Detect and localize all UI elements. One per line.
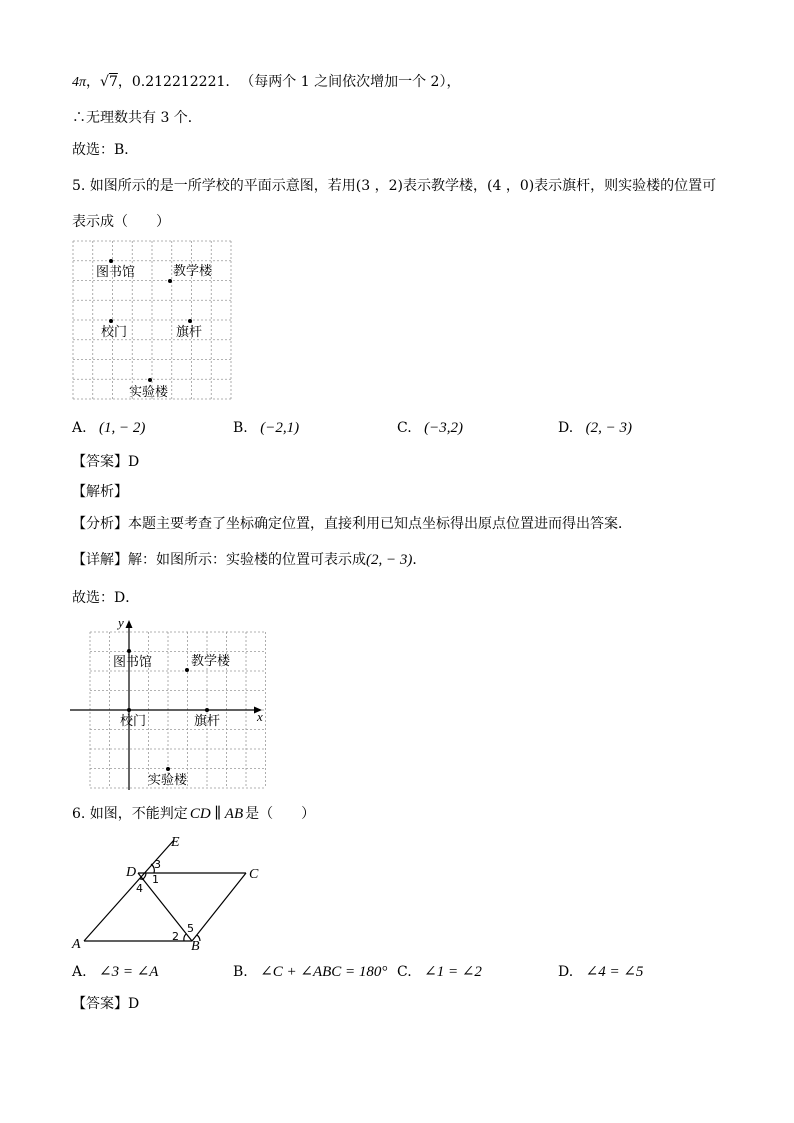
q5-option-b-label: B. [233,420,248,436]
q6-option-c-label: C. [397,964,412,980]
school-gate-label: 校门 [101,325,128,340]
segment-db [138,873,192,941]
teaching-building-label-2: 教学楼 [191,654,231,669]
q6-option-c-value: ∠1 = ∠2 [424,964,482,980]
sqrt-radicand: 7 [108,74,118,90]
flagpole-label: 旗杆 [176,325,203,340]
library-label-2: 图书馆 [113,655,153,670]
q6-answer-line [72,994,139,1014]
q6-stem-start: 6. 如图，不能判定 [72,806,188,822]
angle-2-arc [184,934,186,941]
fenxi-text: 本题主要考查了坐标确定位置，直接利用已知点坐标得出原点位置进而得出答案． [128,516,632,532]
q6-answer-tag: 【答案】 [72,996,128,1012]
q5-option-a-value: (1, − 2) [99,420,146,436]
text-line-conclusion: ∴无理数共有 3 个． [72,110,202,126]
flagpole-point-2 [205,708,209,712]
question-5-stem: 5. 如图所示的是一所学校的平面示意图，若用(3 ，2)表示教学楼，(4 ，0)表示旗杆，则实验楼的位置可 [72,178,717,194]
teaching-building-point [168,279,172,283]
angle-3-label: 3 [154,858,161,871]
q5-option-b-value: (−2,1) [260,420,300,436]
flagpole-label-2: 旗杆 [194,714,221,729]
segment-bc [192,873,246,941]
decimal-note: （每两个 1 之间依次增加一个 2）， [240,74,461,90]
lab-building-point [148,378,152,382]
angle-5-label: 5 [187,922,194,935]
lab-building-point-2 [166,767,170,771]
q5-option-c-value: (−3,2) [424,420,463,436]
q6-stem-end: 是（ ） [245,806,316,822]
q6-option-b-label: B. [233,964,248,980]
text-line-irrational-list [72,72,460,93]
q6-option-b-value: ∠C + ∠ABC = 180° [260,964,388,980]
answer-value: D [128,454,140,470]
q6-option-d-label: D. [558,964,574,980]
angle-1-label: 1 [152,873,159,886]
detail-tag: 【详解】 [72,552,128,568]
q5-option-c [397,418,463,438]
angle-4-label: 4 [136,882,143,895]
angle-2-label: 2 [172,930,179,943]
teaching-building-point-2 [185,668,189,672]
coordinate-map-figure [66,614,270,792]
q5-choose-line: 故选：D． [72,590,140,606]
q5-option-b [233,418,299,438]
x-axis-label: x [257,709,263,724]
teaching-building-label: 教学楼 [173,264,213,279]
point-c-label: C [249,867,259,882]
q6-option-d [558,962,643,982]
q6-option-a [72,962,158,982]
q5-fenxi-line [72,514,632,534]
angle-4-arc [140,879,144,880]
parallel-lines-figure [66,828,276,954]
question-6-stem [72,804,315,824]
lab-building-label-2: 实验楼 [148,773,188,788]
q5-option-c-label: C. [397,420,412,436]
q6-answer-value: D [128,996,140,1012]
q5-detail-line [72,550,426,570]
point-e-label: E [171,835,180,850]
q5-analysis-line [72,482,128,502]
q5-option-d-value: (2, − 3) [585,420,633,436]
school-gate-point-2 [127,708,131,712]
q6-option-a-label: A. [72,964,87,980]
y-axis-arrow [126,620,133,628]
decimal-number: ，0.212212221. [117,74,230,90]
four-number: 4 [72,75,79,90]
school-map-figure [72,240,234,402]
school-gate-label-2: 校门 [120,714,147,729]
analysis-tag: 【解析】 [72,484,128,500]
sqrt-symbol: √ [100,74,109,90]
fenxi-tag: 【分析】 [72,516,128,532]
flagpole-point [188,319,192,323]
answer-tag: 【答案】 [72,454,128,470]
comma: ， [86,74,101,90]
y-axis-label: y [118,615,124,630]
q6-option-b [233,962,387,982]
q6-stem-math: CD ∥ AB [189,806,244,822]
school-gate-point [109,319,113,323]
q5-option-d-label: D. [558,420,574,436]
question-5-stem-cont: 表示成（ ） [72,214,170,230]
detail-text: 解：如图所示：实验楼的位置可表示成 [128,552,366,568]
library-point [109,259,113,263]
detail-value: (2, − 3) [366,552,413,568]
q5-option-d [558,418,632,438]
q6-option-c [397,962,482,982]
detail-end: ． [412,552,427,568]
q6-option-d-value: ∠4 = ∠5 [585,964,644,980]
segment-ae [84,840,174,941]
point-d-label: D [126,865,137,880]
text-line-choose-b: 故选：B． [72,142,139,158]
lab-building-label: 实验楼 [129,385,169,400]
point-b-label: B [191,939,200,954]
library-label: 图书馆 [96,265,136,280]
q5-answer-line [72,452,139,472]
point-a-label: A [72,937,81,952]
q6-option-a-value: ∠3 = ∠A [99,964,159,980]
q5-option-a [72,418,145,438]
pi-symbol: π [79,75,87,90]
library-point-2 [127,649,131,653]
q5-option-a-label: A. [72,420,87,436]
